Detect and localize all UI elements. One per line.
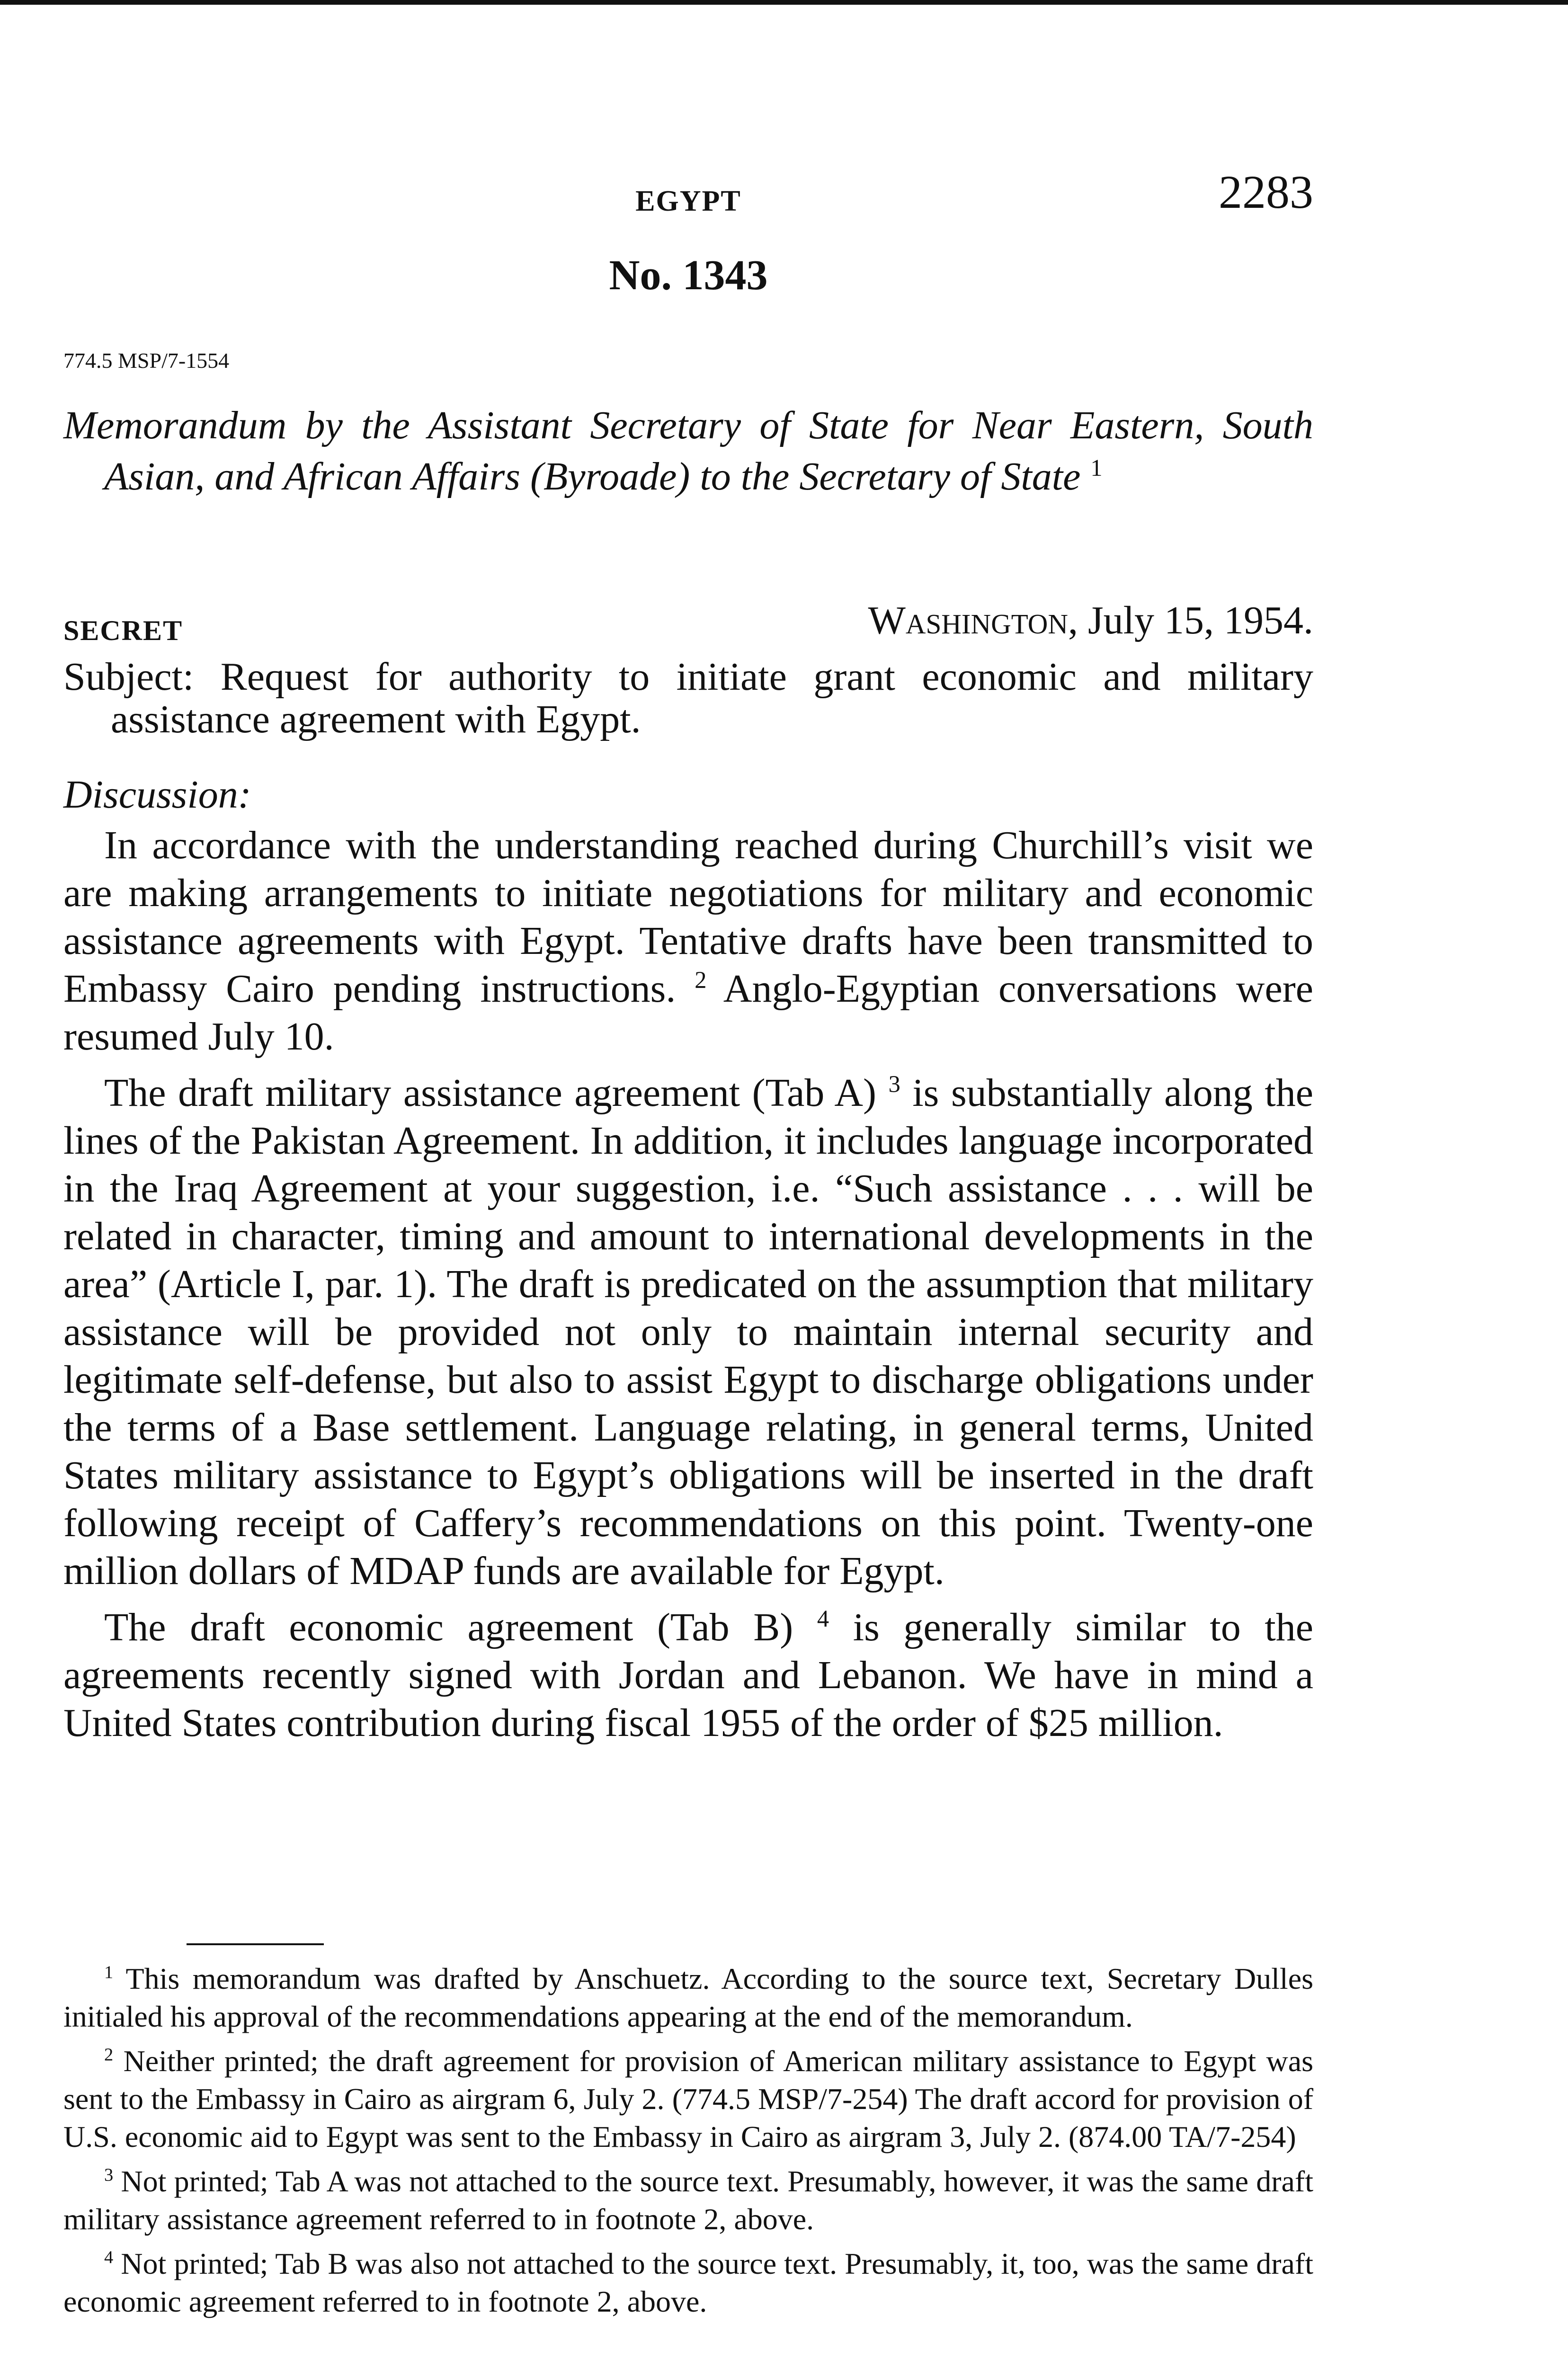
paragraph-1-text-b: Anglo-Egyptian conversations were resumed July 10. — [63, 967, 1313, 1059]
dateline-date: , July 15, 1954. — [1068, 598, 1313, 642]
footnote-2-text: Neither printed; the draft agreement for provision of American military assistance to Egypt was sent to the Embassy in Cairo as airgram 6, July 2. (774.5 MSP/7-254) The draft accord for provision of U.S. economic aid to Egypt was sent to the Embassy in Cairo as airgram 3, July 2. (874.00 TA/7-254) — [63, 2044, 1313, 2153]
paragraph-1 — [63, 821, 1313, 1060]
footnote-3-text: Not printed; Tab A was not attached to the source text. Presumably, however, it was the same draft military assistance agreement referred to in footnote 2, above. — [63, 2164, 1313, 2236]
footnote-ref-2[interactable]: 2 — [695, 967, 707, 993]
footnote-1 — [63, 1960, 1313, 2036]
paragraph-3 — [63, 1603, 1313, 1747]
memorandum-title — [63, 400, 1313, 502]
dateline — [868, 597, 1313, 643]
paragraph-2-text-a: The draft military assistance agreement (Tab A) — [104, 1071, 876, 1115]
footnote-4-text: Not printed; Tab B was also not attached to the source text. Presumably, it, too, was the same draft economic agreement referred to in footnote 2, above. — [63, 2247, 1313, 2318]
classification-label: SECRET — [63, 615, 183, 646]
footnote-marker-3: 3 — [104, 2165, 114, 2185]
footnote-ref-3[interactable]: 3 — [888, 1071, 900, 1097]
memorandum-title-text: Memorandum by the Assistant Secretary of State for Near Eastern, South Asian, and African Affairs (Byroade) to the Secretary of State — [63, 403, 1313, 498]
paragraph-1-text-a: In accordance with the understanding reached during Churchill’s visit we are making arrangements to initiate negotiations for military and economic assistance agreements with Egypt. Tentative drafts have been transmitted to Embassy Cairo pending instructions. — [63, 823, 1313, 1011]
footnote-3 — [63, 2162, 1313, 2238]
footnotes — [63, 1960, 1313, 2327]
footnote-marker-1: 1 — [104, 1962, 114, 1983]
paragraph-2 — [63, 1069, 1313, 1595]
footnote-4 — [63, 2245, 1313, 2321]
paragraph-3-text-b: is generally similar to the agreements recently signed with Jordan and Lebanon. We have in mind a United States contribution during fiscal 1955 of the order of $25 million. — [63, 1605, 1314, 1745]
footnote-ref-4[interactable]: 4 — [817, 1605, 829, 1632]
running-head — [63, 166, 1313, 237]
document-number: No. 1343 — [609, 252, 768, 299]
file-reference: 774.5 MSP/7-1554 — [63, 348, 230, 373]
footnote-marker-4: 4 — [104, 2247, 114, 2268]
running-head-title: EGYPT — [635, 185, 741, 217]
footnote-ref-1[interactable]: 1 — [1090, 454, 1103, 481]
discussion-heading: Discussion: — [63, 773, 251, 817]
footnote-2 — [63, 2042, 1313, 2156]
dateline-place: Washington — [868, 598, 1068, 642]
page-top-border — [0, 0, 1568, 5]
subject-line: Subject: Request for authority to initiate grant economic and military assistance agreement with Egypt. — [63, 655, 1313, 741]
footnote-marker-2: 2 — [104, 2045, 114, 2065]
body-text — [63, 821, 1313, 1755]
paragraph-2-text-b: is substantially along the lines of the Pakistan Agreement. In addition, it includes language incorporated in the Iraq Agreement at your suggestion, i.e. “Such assistance . . . will be related in character, timing and amount to international developments in the area” (Article I, par. 1). The draft is predicated on the assumption that military assistance will be provided not only to maintain internal security and legitimate self-defense, but also to assist Egypt to discharge obligations under the terms of a Base settlement. Language relating, in general terms, United States military assistance to Egypt’s obligations will be inserted in the draft following receipt of Caffery’s recommendations on this point. Twenty-one million dollars of MDAP funds are available for Egypt. — [63, 1071, 1314, 1593]
page-number: 2283 — [1219, 166, 1313, 218]
footnote-separator — [187, 1943, 324, 1945]
paragraph-3-text-a: The draft economic agreement (Tab B) — [104, 1605, 793, 1649]
footnote-1-text: This memorandum was drafted by Anschuetz. According to the source text, Secretary Dulles initialed his approval of the recommendations appearing at the end of the memorandum. — [63, 1962, 1313, 2033]
